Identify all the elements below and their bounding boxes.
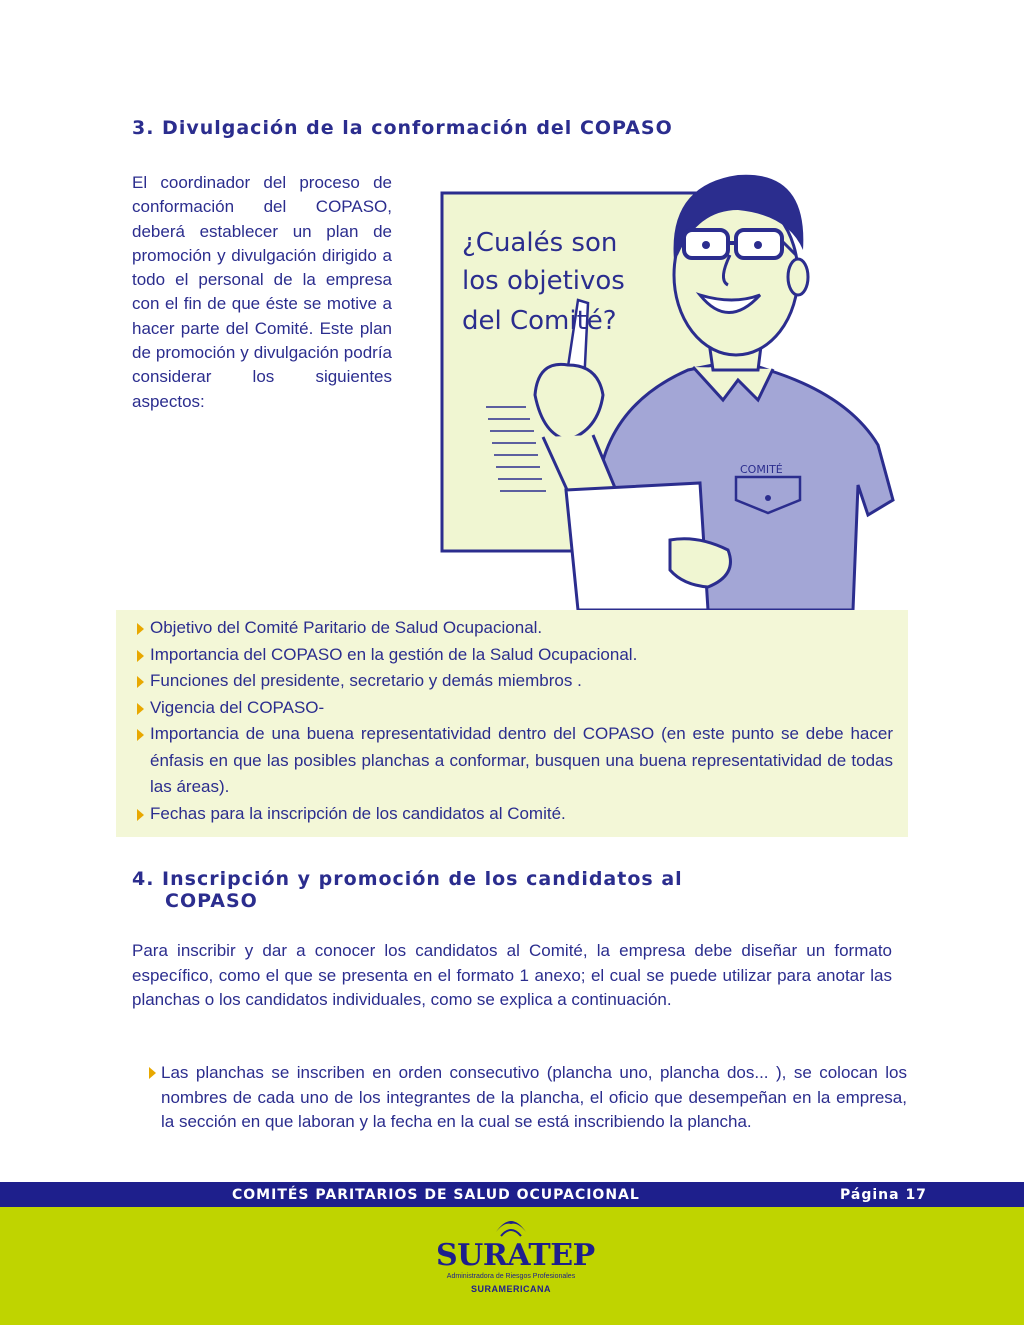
list-item: Objetivo del Comité Paritario de Salud Ocupacional. <box>134 615 893 642</box>
section4-heading <box>132 868 683 912</box>
section3-intro: El coordinador del proceso de conformación del COPASO, deberá establecer un plan de promoción y divulgación dirigido a todo el personal de la empresa con el fin de que éste se motive a hacer parte del Comité. Este plan de promoción y divulgación podría considerar los siguientes aspectos: <box>132 173 392 411</box>
triangle-bullet-icon <box>137 809 144 821</box>
list-item: Importancia de una buena representatividad dentro del COPASO (en este punto se debe hacer énfasis en que las posibles planchas a conformar, busquen una buena representatividad de todas las áreas). <box>134 721 893 801</box>
list-item: Funciones del presidente, secretario y demás miembros . <box>134 668 893 695</box>
list-item: Importancia del COPASO en la gestión de la Salud Ocupacional. <box>134 642 893 669</box>
bird-emblem-icon <box>436 1210 586 1240</box>
footer-title: COMITÉS PARITARIOS DE SALUD OCUPACIONAL <box>232 1187 640 1203</box>
triangle-bullet-icon <box>137 676 144 688</box>
triangle-bullet-icon <box>137 623 144 635</box>
suratep-logo <box>436 1210 595 1310</box>
triangle-bullet-icon <box>149 1067 156 1079</box>
section4-heading-line1: 4. Inscripción y promoción de los candidatos al <box>132 868 683 890</box>
logo-name: SURATEP <box>436 1238 595 1273</box>
section3-heading: 3. Divulgación de la conformación del COPASO <box>132 117 673 139</box>
section4-heading-line2: COPASO <box>165 890 258 912</box>
list-item: Fechas para la inscripción de los candidatos al Comité. <box>134 801 893 828</box>
logo-brand: SURAMERICANA <box>471 1284 551 1294</box>
illustration-teacher-at-board <box>438 155 908 610</box>
aspects-box <box>116 610 908 837</box>
list-item: Vigencia del COPASO- <box>134 695 893 722</box>
pocket-label: COMITÉ <box>740 463 783 476</box>
triangle-bullet-icon <box>137 729 144 741</box>
triangle-bullet-icon <box>137 650 144 662</box>
triangle-bullet-icon <box>137 703 144 715</box>
section4-bullet: Las planchas se inscriben en orden consecutivo (plancha uno, plancha dos... ), se colocan los nombres de cada uno de los integrantes de la plancha, el oficio que desempeñan en la empresa, la sección en que laboran y la fecha en la cual se está inscribiendo la plancha. <box>146 1061 907 1135</box>
board-text-line3: del Comité? <box>462 306 617 336</box>
section4-paragraph: Para inscribir y dar a conocer los candidatos al Comité, la empresa debe diseñar un formato específico, como el que se presenta en el formato 1 anexo; el cual se puede utilizar para anotar las planchas o los candidatos individuales, como se explica a continuación. <box>132 941 892 1009</box>
board-text-line2: los objetivos <box>462 266 625 296</box>
aspects-list <box>134 615 893 827</box>
footer-bar <box>0 1182 1024 1207</box>
page-number: Página 17 <box>840 1187 927 1203</box>
board-text-line1: ¿Cualés son <box>462 228 618 258</box>
logo-subtitle: Administradora de Riesgos Profesionales <box>446 1273 576 1280</box>
